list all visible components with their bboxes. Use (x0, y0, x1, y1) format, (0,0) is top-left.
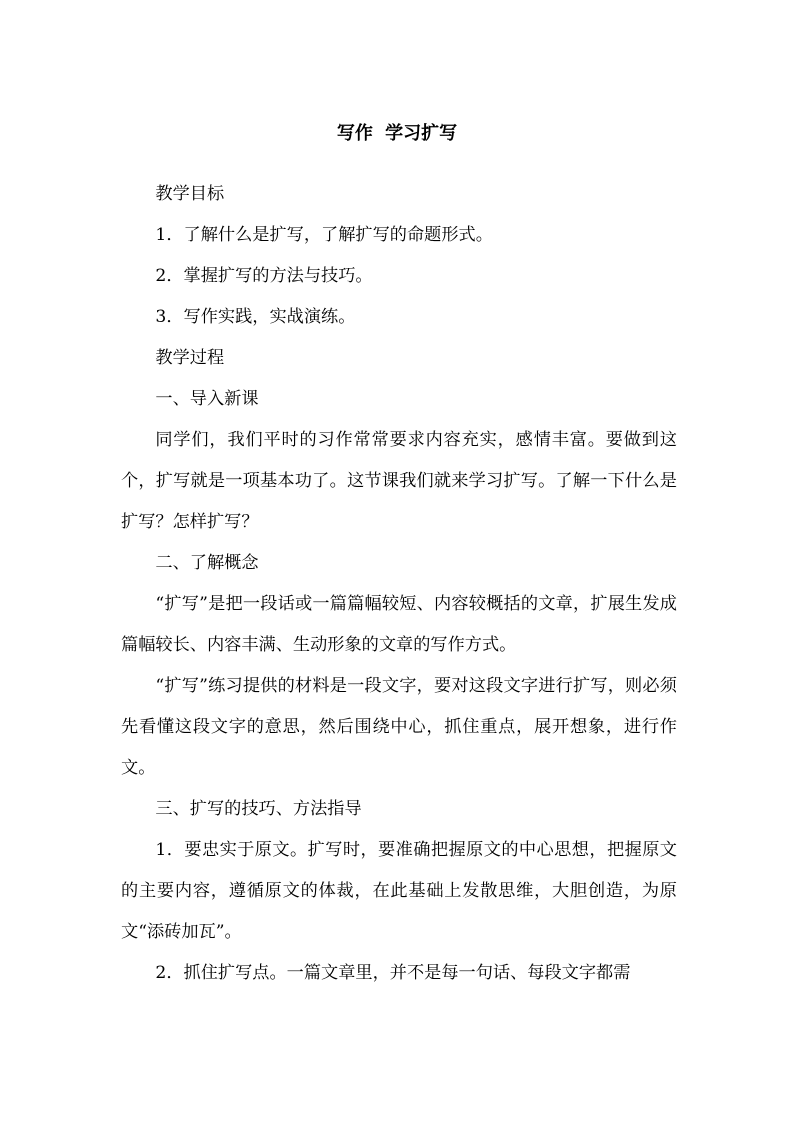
paragraph-goal-1: 1．了解什么是扩写，了解扩写的命题形式。 (155, 225, 493, 245)
paragraph-section-3: 三、扩写的技巧、方法指导 (155, 799, 362, 819)
paragraph-concept-2: “扩写”练习提供的材料是一段文字，要对这段文字进行扩写，则必须先看懂这段文字的意思，然后围绕中心，抓住重点，展开想象，进行作文。 (121, 676, 677, 778)
paragraph-section-2: 二、了解概念 (155, 553, 259, 573)
paragraph-goal-2: 2．掌握扩写的方法与技巧。 (155, 266, 373, 286)
paragraph-section-1: 一、导入新课 (155, 389, 259, 409)
paragraph-intro: 同学们，我们平时的习作常常要求内容充实，感情丰富。要做到这个，扩写就是一项基本功了。这节课我们就来学习扩写。了解一下什么是扩写？怎样扩写？ (121, 430, 677, 532)
paragraph-method-2: 2．抓住扩写点。一篇文章里，并不是每一句话、每段文字都需 (155, 963, 631, 983)
paragraph-heading-process: 教学过程 (155, 348, 225, 368)
paragraph-method-1: 1．要忠实于原文。扩写时，要准确把握原文的中心思想，把握原文的主要内容，遵循原文的体裁，在此基础上发散思维，大胆创造，为原文“添砖加瓦”。 (121, 840, 677, 942)
paragraph-goal-3: 3．写作实践，实战演练。 (155, 307, 356, 327)
document-body (121, 174, 677, 994)
document-title: 写作 学习扩写 (336, 123, 458, 144)
paragraph-heading-goals: 教学目标 (155, 184, 225, 204)
paragraph-concept-1: “扩写”是把一段话或一篇篇幅较短、内容较概括的文章，扩展生发成篇幅较长、内容丰满、生动形象的文章的写作方式。 (121, 594, 677, 655)
